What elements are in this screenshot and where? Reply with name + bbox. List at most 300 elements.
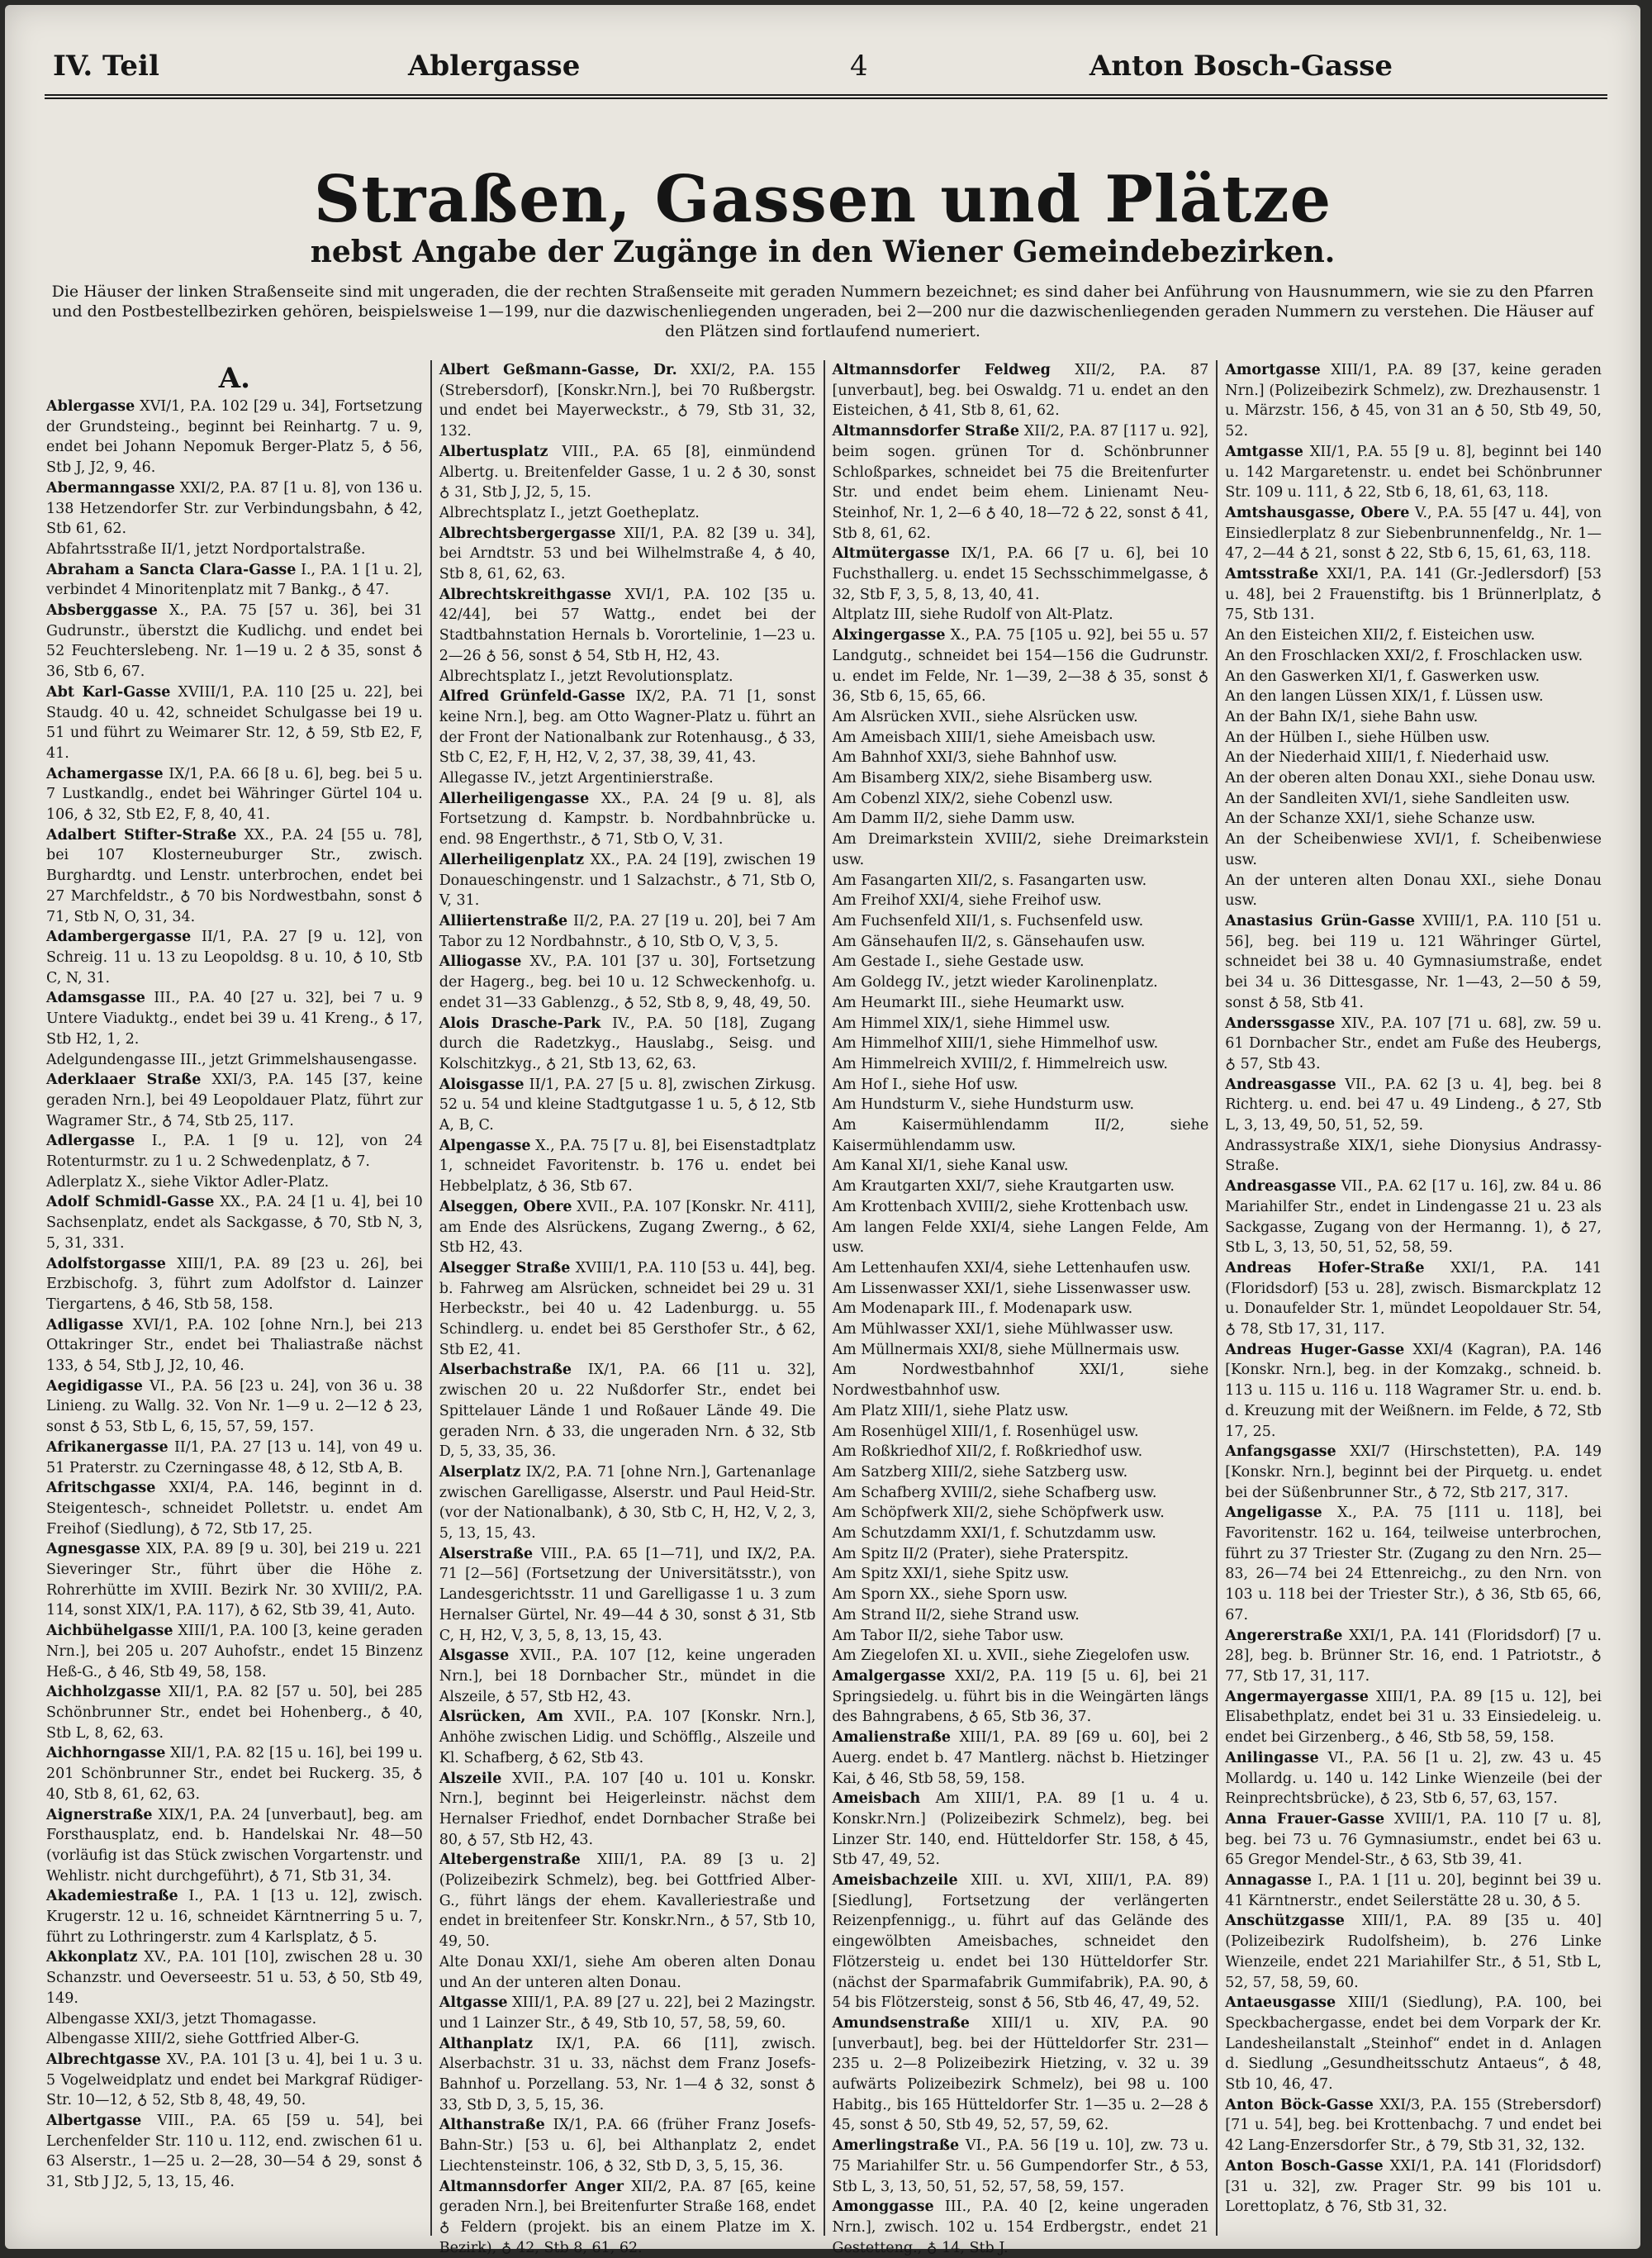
street-description: XIII/1, P.A. 100 [3, keine geraden Nrn.], bei 205 u. 207 Auhofstr., endet 15 Binzenz Heß-G., ♁ 46, Stb 49, 58, 158. bbox=[46, 1623, 423, 1680]
street-entry bbox=[439, 768, 816, 789]
street-description: XII/1, P.A. 82 [15 u. 16], bei 199 u. 201 Schönbrunner Str., endet bei Ruckerg. 35, ♁ 40, Stb 8, 61, 62, 63. bbox=[46, 1745, 423, 1803]
street-name: Akademiestraße bbox=[46, 1888, 178, 1905]
street-description: Am Sporn XX., siehe Sporn usw. bbox=[832, 1586, 1068, 1604]
street-description: VI., P.A. 56 [1 u. 2], zw. 43 u. 45 Mollardg. u. 140 u. 142 Linke Wienzeile (bei der Reinprechtsbrücke), ♁ 23, Stb 6, 57, 63, 157. bbox=[1225, 1749, 1602, 1808]
street-entry bbox=[1225, 2156, 1602, 2218]
street-description: Am Freihof XXI/4, siehe Freihof usw. bbox=[832, 892, 1102, 910]
street-entry bbox=[1225, 1014, 1602, 1075]
street-description: An der Sandleiten XVI/1, siehe Sandleiten usw. bbox=[1225, 790, 1570, 807]
street-description: Am Krautgarten XXI/7, siehe Krautgarten usw. bbox=[832, 1178, 1175, 1196]
street-name: Anton Bosch-Gasse bbox=[1225, 2157, 1384, 2175]
street-description: An der unteren alten Donau XXI., siehe Donau usw. bbox=[1225, 872, 1602, 910]
street-name: Andreas Hofer-Straße bbox=[1225, 1259, 1425, 1276]
street-entry bbox=[439, 1258, 816, 1361]
street-name: Amortgasse bbox=[1225, 362, 1321, 378]
street-entry bbox=[833, 1585, 1209, 1605]
street-entry bbox=[833, 809, 1209, 830]
street-entry bbox=[1225, 1993, 1602, 2095]
street-entry bbox=[46, 682, 423, 764]
street-description: An den langen Lüssen XIX/1, f. Lüssen usw. bbox=[1225, 688, 1544, 706]
street-description: Am Spitz XXI/1, siehe Spitz usw. bbox=[832, 1566, 1070, 1583]
street-description: XXI/7 (Hirschstetten), P.A. 149 [Konskr. Nrn.], beginnt bei der Pirquetg. u. endet bei der Süßenbrunner Str., ♁ 72, Stb 217, 317. bbox=[1225, 1443, 1602, 1501]
street-name: Althanplatz bbox=[439, 2035, 534, 2052]
street-entry bbox=[439, 1993, 816, 2033]
street-entry bbox=[46, 988, 423, 1049]
street-description: VI., P.A. 56 [23 u. 24], von 36 u. 38 Linieng. zu Wallg. 32. Von Nr. 1—9 u. 2—12 ♁ 23, sonst ♁ 53, Stb L, 6, 15, 57, 59, 157. bbox=[46, 1377, 423, 1436]
street-description: Alte Donau XXI/1, siehe Am oberen alten Donau und An der unteren alten Donau. bbox=[439, 1953, 816, 1991]
street-entry bbox=[1225, 1258, 1602, 1340]
street-entry bbox=[833, 1728, 1209, 1789]
street-description: XIII/1 (Siedlung), P.A. 100, bei Speckbachergasse, endet bei dem Vorpark der Kr. Landesheilanstalt „Steinhof“ endet in d. Anlagen d. Siedlung „Gesundheitsschutz Antaeus“, ♁ 48, Stb 10, 46, 47. bbox=[1225, 1994, 1602, 2094]
street-entry bbox=[1225, 830, 1602, 870]
street-entry bbox=[439, 687, 816, 768]
street-name: Alserstraße bbox=[439, 1545, 534, 1562]
street-name: Anton Böck-Gasse bbox=[1225, 2096, 1374, 2113]
street-description: Am Roßkriedhof XII/2, f. Roßkriedhof usw. bbox=[832, 1443, 1143, 1461]
street-description: X., P.A. 75 [105 u. 92], bei 55 u. 57 Landgutg., schneidet bei 154—156 die Gudrunstr. u. endet im Felde, Nr. 1—39, 2—38 ♁ 35, sonst ♁ 36, Stb 6, 15, 65, 66. bbox=[832, 627, 1209, 706]
street-entry bbox=[833, 1871, 1209, 2013]
street-name: Amtshausgasse, Obere bbox=[1225, 504, 1410, 521]
column-1 bbox=[46, 360, 430, 2236]
street-entry bbox=[1225, 687, 1602, 707]
street-entry bbox=[439, 585, 816, 667]
street-entry bbox=[1225, 911, 1602, 1014]
street-description: XVIII/1, P.A. 110 [53 u. 44], beg. b. Fahrweg am Alsrücken, schneidet bei 29 u. 31 Herbeckstr., bei 40 u. 42 Ladenburgg. u. 55 Schindlerg. u. endet bei 85 Gersthofer Str., ♁ 62, Stb E2, 41. bbox=[439, 1259, 816, 1358]
street-name: Agnesgasse bbox=[46, 1541, 140, 1558]
street-entry bbox=[833, 1442, 1209, 1462]
street-description: XII/2, P.A. 87 [65, keine geraden Nrn.], bei Breitenfurter Straße 168, endet ♁ Feldern (projekt. bis an einem Platze im X. Bezirk), ♁ 42, Stb 8, 61, 62. bbox=[439, 2178, 816, 2256]
street-description: IV., P.A. 50 [18], Zugang durch die Radetzkyg., Hauslabg., Seisg. und Kolschitzkyg., ♁ 21, Stb 13, 62, 63. bbox=[439, 1015, 816, 1072]
street-description: Am Goldegg IV., jetzt wieder Karolinenplatz. bbox=[832, 974, 1158, 991]
street-entry bbox=[439, 1197, 816, 1258]
street-description: Am Kanal XI/1, siehe Kanal usw. bbox=[832, 1158, 1069, 1175]
street-description: Am Hundsturm V., siehe Hundsturm usw. bbox=[832, 1096, 1135, 1114]
street-entry bbox=[833, 1319, 1209, 1340]
street-description: XVII., P.A. 107 [12, keine ungeraden Nrn.], bei 18 Dornbacher Str., mündet in die Alszeile, ♁ 57, Stb H2, 43. bbox=[439, 1647, 816, 1705]
street-entry bbox=[1225, 503, 1602, 564]
street-entry bbox=[439, 2034, 816, 2116]
street-entry bbox=[833, 932, 1209, 953]
street-description: Andrassystraße XIX/1, siehe Dionysius Andrassy-Straße. bbox=[1225, 1137, 1602, 1175]
street-name: Altmannsdorfer Straße bbox=[832, 423, 1019, 440]
street-name: Albertgasse bbox=[46, 2113, 142, 2130]
street-description: X., P.A. 75 [111 u. 118], bei Favoritenstr. 162 u. 164, teilweise unterbrochen, führt zu 37 Triester Str. (Zugang zu den Nrn. 25—83, 26—74 bei 24 Ettenreichg., zu den Nrn. von 103 u. 118 bei der Triester Str.), ♁ 36, Stb 65, 66, 67. bbox=[1225, 1505, 1602, 1623]
street-description: Albrechtsplatz I., jetzt Revolutionsplatz. bbox=[439, 668, 733, 685]
street-entry bbox=[833, 1666, 1209, 1728]
street-name: Altmütergasse bbox=[832, 545, 950, 563]
street-entry bbox=[439, 1707, 816, 1768]
street-entry bbox=[46, 2111, 423, 2193]
street-entry bbox=[833, 360, 1209, 421]
street-description: IX/1, P.A. 66 [11 u. 32], zwischen 20 u. 22 Nußdorfer Str., endet bei Spittelauer Lände 1 und Roßauer Lände 49. Die geraden Nrn. ♁ 33, die ungeraden Nrn. ♁ 32, Stb D, 5, 33, 35, 36. bbox=[439, 1362, 816, 1461]
street-description: XIII/1, P.A. 89 [15 u. 12], bei Elisabethplatz, endet bei 31 u. 33 Einsiedeleig. u. endet bei Girzenberg., ♁ 46, Stb 58, 59, 158. bbox=[1225, 1688, 1602, 1747]
street-name: Angererstraße bbox=[1225, 1627, 1343, 1644]
street-description: XXI/1, P.A. 141 (Gr.-Jedlersdorf) [53 u. 48], bei 2 Frauenstiftg. bis 1 Brünnerlplatz, ♁ 75, Stb 131. bbox=[1225, 566, 1602, 624]
street-description: Am Tabor II/2, siehe Tabor usw. bbox=[832, 1627, 1064, 1644]
street-entry bbox=[833, 1483, 1209, 1504]
street-name: Alsgasse bbox=[439, 1647, 510, 1665]
page-subtitle: nebst Angabe der Zugänge in den Wiener Gemeindebezirken. bbox=[310, 235, 1336, 269]
street-entry bbox=[833, 952, 1209, 972]
street-description: An der Schanze XXI/1, siehe Schanze usw. bbox=[1225, 811, 1536, 828]
street-description: XIII/1 u. XIV, P.A. 90 [unverbaut], beg. bei der Hütteldorfer Str. 231—235 u. 2—8 Polizeibezirk Hietzing, v. 32 u. 39 aufwärts Polizeibezirk Schmelz), bei 98 u. 100 Habitg., bis 165 Hütteldorfer Str. 1—35 u. 2—28 ♁ 45, sonst ♁ 50, Stb 49, 52, 57, 59, 62. bbox=[832, 2014, 1209, 2134]
street-description: IX/1, P.A. 66 (früher Franz Josefs-Bahn-Str.) [53 u. 6], bei Althanplatz 2, endet Liechtensteinstr. 106, ♁ 32, Stb D, 3, 5, 15, 36. bbox=[439, 2117, 816, 2175]
street-description: XIII/1, P.A. 89 [69 u. 60], bei 2 Auerg. endet b. 47 Mantlerg. nächst b. Hietzinger Kai, ♁ 46, Stb 58, 59, 158. bbox=[832, 1729, 1209, 1787]
street-description: Am Nordwestbahnhof XXI/1, siehe Nordwestbahnhof usw. bbox=[832, 1362, 1209, 1400]
street-entry bbox=[46, 1376, 423, 1438]
street-entry bbox=[1225, 1136, 1602, 1177]
street-entry bbox=[1225, 442, 1602, 503]
page-title: Straßen, Gassen und Plätze bbox=[313, 162, 1332, 237]
street-name: Adalbert Stifter-Straße bbox=[46, 826, 237, 844]
street-description: Am XIII/1, P.A. 89 [1 u. 4 u. Konskr.Nrn.] (Polizeibezirk Schmelz), beg. bei Linzer Str. 140, end. Hütteldorfer Str. 158, ♁ 45, Stb 47, 49, 52. bbox=[832, 1790, 1209, 1869]
street-name: Allerheiligenplatz bbox=[439, 851, 585, 868]
street-entry bbox=[439, 667, 816, 687]
street-entry bbox=[46, 1315, 423, 1376]
street-description: Allegasse IV., jetzt Argentinierstraße. bbox=[439, 770, 714, 787]
street-description: XIII/1, P.A. 89 [35 u. 40] (Polizeibezirk Rudolfsheim), b. 276 Linke Wienzeile, endet 221 Mariahilfer Str., ♁ 51, Stb L, 52, 57, 58, 59, 60. bbox=[1225, 1913, 1602, 1991]
street-name: Althanstraße bbox=[439, 2117, 545, 2134]
street-description: Am Modenapark III., f. Modenapark usw. bbox=[832, 1300, 1133, 1318]
street-entry bbox=[439, 1952, 816, 1993]
street-name: Anilingasse bbox=[1225, 1749, 1319, 1766]
street-description: X., P.A. 75 [7 u. 8], bei Eisenstadtplatz 1, schneidet Favoritenstr. b. 176 u. endet bei Hebbelplatz, ♁ 36, Stb 67. bbox=[439, 1137, 816, 1196]
street-description: An der Scheibenwiese XVI/1, f. Scheibenwiese usw. bbox=[1225, 831, 1602, 868]
street-name: Alpengasse bbox=[439, 1137, 531, 1154]
street-name: Alszeile bbox=[439, 1770, 502, 1787]
street-entry bbox=[1225, 1871, 1602, 1911]
street-description: XII/1, P.A. 82 [57 u. 50], bei 285 Schönbrunner Str., endet bei Hohenberg., ♁ 40, Stb L, 8, 62, 63. bbox=[46, 1684, 423, 1742]
street-entry bbox=[833, 1524, 1209, 1544]
street-name: Adolfstorgasse bbox=[46, 1255, 166, 1272]
street-name: Alliogasse bbox=[439, 953, 522, 971]
street-entry bbox=[46, 1254, 423, 1315]
street-name: Achamergasse bbox=[46, 765, 164, 782]
street-entry bbox=[833, 789, 1209, 810]
street-description: Am Himmel XIX/1, siehe Himmel usw. bbox=[832, 1015, 1111, 1032]
street-entry bbox=[833, 1034, 1209, 1054]
street-description: Am Rosenhügel XIII/1, f. Rosenhügel usw. bbox=[832, 1423, 1139, 1440]
running-head bbox=[45, 45, 1607, 99]
street-name: Alsegger Straße bbox=[439, 1259, 571, 1276]
street-entry bbox=[439, 1544, 816, 1647]
street-name: Abt Karl-Gasse bbox=[46, 683, 171, 701]
street-entry bbox=[1225, 360, 1602, 442]
street-description: XV., P.A. 101 [3 u. 4], bei 1 u. 3 u. 5 Vogelweidplatz und endet bei Markgraf Rüdiger-Str. 10—12, ♁ 52, Stb 8, 48, 49, 50. bbox=[46, 2051, 423, 2109]
street-description: Am Fasangarten XII/2, s. Fasangarten usw. bbox=[832, 872, 1147, 889]
street-entry bbox=[46, 764, 423, 825]
street-entry bbox=[1225, 1748, 1602, 1809]
street-entry bbox=[1225, 2095, 1602, 2156]
street-entry bbox=[46, 560, 423, 601]
street-description: Albengasse XXI/3, jetzt Thomagasse. bbox=[46, 2010, 317, 2027]
street-entry bbox=[833, 871, 1209, 891]
street-name: Angermayergasse bbox=[1225, 1688, 1369, 1705]
street-description: An der oberen alten Donau XXI., siehe Donau usw. bbox=[1225, 770, 1596, 787]
street-entry bbox=[833, 1626, 1209, 1647]
street-description: Am Cobenzl XIX/2, siehe Cobenzl usw. bbox=[832, 790, 1113, 807]
street-description: IX/1, P.A. 66 [11], zwisch. Alserbachstr. 31 u. 33, nächst dem Franz Josefs-Bahnhof u. Porzellang. 53, Nr. 1—4 ♁ 32, sonst ♁ 33, Stb D, 3, 5, 15, 36. bbox=[439, 2035, 816, 2113]
street-entry bbox=[1225, 789, 1602, 810]
street-description: VI., P.A. 56 [19 u. 10], zw. 73 u. 75 Mariahilfer Str. u. 56 Gumpendorfer Str., ♁ 53, Stb L, 3, 13, 50, 51, 52, 57, 58, 59, 157. bbox=[832, 2137, 1209, 2195]
street-description: An den Froschlacken XXI/2, f. Froschlacken usw. bbox=[1225, 647, 1583, 664]
street-name: Anschützgasse bbox=[1225, 1913, 1345, 1930]
street-description: Adlerplatz X., siehe Viktor Adler-Platz. bbox=[46, 1173, 330, 1191]
street-entry bbox=[1225, 1809, 1602, 1871]
street-entry bbox=[833, 2197, 1209, 2258]
street-description: XVI/1, P.A. 102 [35 u. 42/44], bei 57 Wattg., endet bei der Stadtbahnstation Hernals b. Vorortelinie, 1—23 u. 2—26 ♁ 56, sonst ♁ 54, Stb H, H2, 43. bbox=[439, 586, 816, 664]
street-entry bbox=[1225, 1340, 1602, 1443]
street-description: XX., P.A. 24 [55 u. 78], bei 107 Klosterneuburger Str., zwisch. Burghardtg. und Lenstr. unterbrochen, endet bei 27 Marchfeldstr., ♁ 70 bis Nordwestbahn, sonst ♁ 71, Stb N, O, 31, 34. bbox=[46, 826, 423, 925]
street-name: Ablergasse bbox=[46, 398, 135, 415]
street-description: Am Spitz II/2 (Prater), siehe Praterspitz. bbox=[832, 1545, 1129, 1562]
street-name: Absberggasse bbox=[46, 602, 158, 620]
street-description: Am Krottenbach XVIII/2, siehe Krottenbach usw. bbox=[832, 1198, 1189, 1215]
street-description: Am Satzberg XIII/2, siehe Satzberg usw. bbox=[832, 1463, 1128, 1481]
street-name: Albrechtskreithgasse bbox=[439, 586, 612, 603]
street-name: Anfangsgasse bbox=[1225, 1443, 1336, 1461]
last-street-catchword: Anton Bosch-Gasse bbox=[1089, 50, 1393, 83]
street-name: Alxingergasse bbox=[832, 627, 946, 644]
street-name: Allerheiligengasse bbox=[439, 790, 590, 807]
street-entry bbox=[833, 605, 1209, 625]
street-name: Albrechtsbergergasse bbox=[439, 525, 616, 542]
street-name: Albrechtgasse bbox=[46, 2051, 161, 2068]
street-description: An den Gaswerken XI/1, f. Gaswerken usw. bbox=[1225, 668, 1540, 685]
street-entry bbox=[1225, 748, 1602, 768]
street-name: Andreas Huger-Gasse bbox=[1225, 1341, 1405, 1358]
street-description: Am Himmelhof XIII/1, siehe Himmelhof usw. bbox=[832, 1035, 1159, 1053]
street-entry bbox=[439, 1850, 816, 1952]
street-description: I., P.A. 1 [9 u. 12], von 24 Rotenturmstr. zu 1 u. 2 Schwedenplatz, ♁ 7. bbox=[46, 1133, 423, 1171]
street-description: XIII/1, P.A. 89 [37, keine geraden Nrn.] (Polizeibezirk Schmelz), zw. Drezhausenstr. 1 u. Märzstr. 156, ♁ 45, von 31 an ♁ 50, Stb 49, 50, 52. bbox=[1225, 362, 1602, 440]
street-entry bbox=[833, 1544, 1209, 1565]
street-entry bbox=[1225, 1687, 1602, 1748]
street-entry bbox=[46, 397, 423, 478]
intro-paragraph: Die Häuser der linken Straßenseite sind mit ungeraden, die der rechten Straßenseite mit geraden Nummern bezeichnet; es sind daher bei Anführung von Hausnummern, wie sie zu den Pfarren und den Postbestellbezirken gehören, beispielsweise 1—199, nur die dazwischenliegenden ungeraden, bei 2—200 nur die dazwischenliegenden geraden Nummern zu verstehen. Die Häuser auf den Plätzen sind fortlaufend numeriert. bbox=[51, 283, 1594, 340]
street-entry bbox=[1225, 667, 1602, 687]
street-description: XIV., P.A. 107 [71 u. 68], zw. 59 u. 61 Dornbacher Str., endet am Fuße des Heubergs, ♁ 57, Stb 43. bbox=[1225, 1015, 1602, 1072]
first-street-catchword: Ablergasse bbox=[408, 50, 581, 83]
street-description: Am langen Felde XXI/4, siehe Langen Felde, Am usw. bbox=[832, 1219, 1209, 1257]
street-entry bbox=[833, 707, 1209, 728]
street-name: Aderklaaer Straße bbox=[46, 1072, 202, 1089]
street-name: Andreasgasse bbox=[1225, 1076, 1336, 1093]
street-description: Am Ziegelofen XI. u. XVII., siehe Ziegelofen usw. bbox=[832, 1647, 1190, 1665]
street-description: Am Ameisbach XIII/1, siehe Ameisbach usw. bbox=[832, 729, 1156, 746]
street-name: Altebergenstraße bbox=[439, 1852, 581, 1869]
street-entry bbox=[1225, 728, 1602, 749]
street-description: XIII. u. XVI, XIII/1, P.A. 89) [Siedlung], Fortsetzung der verlängerten Reizenpfennigg., u. führt auf das Gelände des eingewölbten Ameisbaches, schneidet den Flötzersteig u. endet bei 130 Hütteldorfer Str. (nächst der Sparmafabrik Gummifabrik), P.A. 90, ♁ 54 bis Flötzersteig, sonst ♁ 56, Stb 46, 47, 49, 52. bbox=[832, 1872, 1209, 2012]
street-entry bbox=[1225, 768, 1602, 789]
page-number: 4 bbox=[850, 50, 868, 83]
street-entry bbox=[833, 1360, 1209, 1400]
street-entry bbox=[46, 1192, 423, 1253]
street-description: XX., P.A. 24 [19], zwischen 19 Donaueschingenstr. und 1 Salzachstr., ♁ 71, Stb O, V, 31. bbox=[439, 851, 816, 910]
street-entry bbox=[833, 1014, 1209, 1034]
street-description: XX., P.A. 24 [9 u. 8], als Fortsetzung d. Kampstr. b. Nordbahnbrücke u. end. 98 Engerthstr., ♁ 71, Stb O, V, 31. bbox=[439, 790, 816, 849]
street-name: Alserbachstraße bbox=[439, 1362, 572, 1379]
street-description: II/1, P.A. 27 [13 u. 14], von 49 u. 51 Praterstr. zu Czerningasse 48, ♁ 12, Stb A, B. bbox=[46, 1438, 423, 1476]
street-name: Ameisbachzeile bbox=[832, 1872, 958, 1890]
street-description: XXI/2, P.A. 87 [1 u. 8], von 136 u. 138 Hetzendorfer Str. zur Verbindungsbahn, ♁ 42, Stb 61, 62. bbox=[46, 479, 423, 538]
street-entry bbox=[1225, 809, 1602, 830]
street-description: VII., P.A. 62 [3 u. 4], beg. bei 8 Richterg. u. end. bei 47 u. 49 Lindeng., ♁ 27, Stb L, 3, 13, 49, 50, 51, 52, 59. bbox=[1225, 1076, 1602, 1134]
street-name: Aignerstraße bbox=[46, 1806, 153, 1823]
street-description: XIII/1, P.A. 89 [3 u. 2] (Polizeibezirk Schmelz), beg. bei Gottfried Alber-G., führt längs der ehem. Kavalleriestraße und endet in breitenfeer Str. Konskr.Nrn., ♁ 57, Stb 10, 49, 50. bbox=[439, 1852, 816, 1951]
street-description: VIII., P.A. 65 [1—71], und IX/2, P.A. 71 [2—56] (Fortsetzung der Universitätsstr.), von Landesgerichtsstr. 11 und Garelligasse 1 u. 3 zum Hernalser Gürtel, Nr. 49—44 ♁ 30, sonst ♁ 31, Stb C, H, H2, V, 3, 5, 8, 13, 15, 43. bbox=[439, 1545, 816, 1644]
street-entry bbox=[833, 1156, 1209, 1177]
street-description: XII/2, P.A. 87 [117 u. 92], beim sogen. grünen Tor d. Schönbrunner Schloßparkes, schneidet bei 75 die Breitenfurter Str. und endet beim ehem. Linienamt Neu-Steinhof, Nr. 1, 2—6 ♁ 40, 18—72 ♁ 22, sonst ♁ 41, Stb 8, 61, 62. bbox=[832, 423, 1209, 542]
street-entry bbox=[46, 1947, 423, 2008]
street-name: Albert Geßmann-Gasse, Dr. bbox=[439, 362, 677, 378]
street-description: Abfahrtsstraße II/1, jetzt Nordportalstraße. bbox=[46, 540, 366, 558]
street-entry bbox=[1225, 625, 1602, 646]
street-name: Altmannsdorfer Feldweg bbox=[832, 362, 1051, 378]
street-description: XX., P.A. 24 [1 u. 4], bei 10 Sachsenplatz, endet als Sackgasse, ♁ 70, Stb N, 3, 5, 31, 331. bbox=[46, 1194, 423, 1252]
street-entry bbox=[46, 1805, 423, 1887]
street-entry bbox=[833, 1115, 1209, 1156]
street-description: IX/2, P.A. 71 [1, sonst keine Nrn.], beg. am Otto Wagner-Platz u. führt an der Front der Nationalbank zur Rotenhausg., ♁ 33, Stb C, E2, F, H, H2, V, 2, 37, 38, 39, 41, 43. bbox=[439, 688, 816, 767]
street-description: XVII., P.A. 107 [40 u. 101 u. Konskr. Nrn.], beginnt bei Heigerleinstr. nächst dem Hernalser Friedhof, endet Dornbacher Straße bei 80, ♁ 57, Stb H2, 43. bbox=[439, 1770, 816, 1848]
street-description: III., P.A. 40 [2, keine ungeraden Nrn.], zwisch. 102 u. 154 Erdbergstr., endet 21 Gestetteng., ♁ 14, Stb J. bbox=[832, 2199, 1209, 2256]
street-entry bbox=[1225, 871, 1602, 911]
street-description: Am Gänsehaufen II/2, s. Gänsehaufen usw. bbox=[832, 933, 1146, 950]
section-letter: A. bbox=[218, 362, 250, 395]
street-description: Am Hof I., siehe Hof usw. bbox=[832, 1076, 1018, 1093]
street-name: Aegidigasse bbox=[46, 1377, 143, 1395]
street-name: Altgasse bbox=[439, 1994, 508, 2012]
street-name: Alois Drasche-Park bbox=[439, 1015, 601, 1032]
street-entry bbox=[833, 768, 1209, 789]
street-description: XXI/2, P.A. 119 [5 u. 6], bei 21 Springsiedelg. u. führt bis in die Weingärten längs des Bahngrabens, ♁ 65, Stb 36, 37. bbox=[832, 1668, 1209, 1726]
street-entry bbox=[46, 1539, 423, 1621]
street-description: XXI/3, P.A. 145 [37, keine geraden Nrn.], bei 49 Leopoldauer Platz, führt zur Wagramer Str., ♁ 74, Stb 25, 117. bbox=[46, 1072, 423, 1129]
street-name: Adolf Schmidl-Gasse bbox=[46, 1194, 215, 1211]
street-name: Afritschgasse bbox=[46, 1480, 156, 1497]
street-entry bbox=[833, 544, 1209, 605]
street-name: Annagasse bbox=[1225, 1872, 1313, 1890]
street-description: Am Schafberg XVIII/2, siehe Schafberg usw. bbox=[832, 1484, 1157, 1501]
street-entry bbox=[1225, 1075, 1602, 1136]
street-description: X., P.A. 75 [57 u. 36], bei 31 Gudrunstr., überstzt die Kudlichg. und endet bei 52 Feuchterslebeng. Nr. 1—19 u. 2 ♁ 35, sonst ♁ 36, Stb 6, 67. bbox=[46, 602, 423, 681]
street-name: Anna Frauer-Gasse bbox=[1225, 1810, 1385, 1828]
street-entry bbox=[46, 1050, 423, 1071]
street-entry bbox=[439, 524, 816, 585]
street-directory-columns bbox=[46, 360, 1609, 2256]
street-name: Abermanngasse bbox=[46, 479, 175, 497]
column-2 bbox=[430, 360, 824, 2256]
street-description: Am Schutzdamm XXI/1, f. Schutzdamm usw. bbox=[832, 1525, 1156, 1543]
street-name: Alfred Grünfeld-Gasse bbox=[439, 688, 625, 706]
street-entry bbox=[833, 1218, 1209, 1258]
street-entry bbox=[46, 2029, 423, 2050]
street-description: XVII., P.A. 107 [Konskr. Nrn.], Anhöhe zwischen Lidig. und Schöfflg., Alszeile und Kl. Schafberg, ♁ 62, Stb 43. bbox=[439, 1709, 816, 1766]
street-entry bbox=[833, 1054, 1209, 1075]
street-description: XVIII/1, P.A. 110 [25 u. 22], bei Staudg. 40 u. 42, schneidet Schulgasse bei 19 u. 51 und führt zu Weimarer Str. 12, ♁ 59, Stb E2, F, 41. bbox=[46, 683, 423, 762]
street-description: XXI/1, P.A. 141 (Floridsdorf) [53 u. 28], zwisch. Bismarckplatz 12 u. Donaufelder Str. 1, mündet Leopoldauer Str. 54, ♁ 78, Stb 17, 31, 117. bbox=[1225, 1259, 1602, 1338]
street-entry bbox=[833, 972, 1209, 993]
part-label: IV. Teil bbox=[53, 50, 159, 83]
street-description: Am Alsrücken XVII., siehe Alsrücken usw. bbox=[832, 708, 1138, 725]
street-entry bbox=[46, 1438, 423, 1478]
street-entry bbox=[833, 1299, 1209, 1319]
column-3 bbox=[824, 360, 1217, 2256]
street-description: I., P.A. 1 [11 u. 20], beginnt bei 39 u. 41 Kärntnerstr., endet Seilerstätte 28 u. 30, ♁ 5. bbox=[1225, 1872, 1602, 1909]
street-description: XVII., P.A. 107 [Konskr. Nr. 411], am Ende des Alsrückens, Zugang Zwerng., ♁ 62, Stb H2, 43. bbox=[439, 1198, 816, 1257]
street-description: Am Fuchsenfeld XII/1, s. Fuchsenfeld usw. bbox=[832, 912, 1144, 929]
street-entry bbox=[46, 1886, 423, 1947]
street-entry bbox=[46, 2009, 423, 2030]
street-entry bbox=[833, 421, 1209, 544]
street-entry bbox=[46, 2050, 423, 2111]
street-description: An der Bahn IX/1, siehe Bahn usw. bbox=[1225, 708, 1479, 725]
street-entry bbox=[46, 601, 423, 682]
street-description: Albrechtsplatz I., jetzt Goetheplatz. bbox=[439, 504, 700, 521]
directory-page bbox=[5, 5, 1640, 2256]
street-description: XIII/1, P.A. 89 [27 u. 22], bei 2 Mazingstr. und 1 Lainzer Str., ♁ 49, Stb 10, 57, 58, 59, 60. bbox=[439, 1994, 816, 2032]
street-entry bbox=[439, 850, 816, 911]
street-entry bbox=[833, 1095, 1209, 1115]
street-entry bbox=[833, 728, 1209, 749]
street-name: Alsrücken, Am bbox=[439, 1709, 563, 1726]
street-entry bbox=[833, 830, 1209, 870]
street-description: Am Lissenwasser XXI/1, siehe Lissenwasser usw. bbox=[832, 1280, 1192, 1297]
street-entry bbox=[833, 1564, 1209, 1585]
street-entry bbox=[833, 1789, 1209, 1871]
street-description: Am Himmelreich XVIII/2, f. Himmelreich usw. bbox=[832, 1055, 1168, 1072]
street-entry bbox=[439, 1646, 816, 1707]
street-description: Am Lettenhaufen XXI/4, siehe Lettenhaufen usw. bbox=[832, 1259, 1191, 1276]
street-entry bbox=[833, 891, 1209, 911]
street-name: Amonggasse bbox=[832, 2199, 934, 2216]
street-description: Albengasse XIII/2, siehe Gottfried Alber-G. bbox=[46, 2031, 360, 2048]
street-entry bbox=[1225, 1911, 1602, 1993]
street-description: Am Bahnhof XXI/3, siehe Bahnhof usw. bbox=[832, 749, 1118, 767]
street-entry bbox=[1225, 1503, 1602, 1625]
street-entry bbox=[439, 911, 816, 952]
street-name: Alliiertenstraße bbox=[439, 912, 568, 929]
street-description: VII., P.A. 62 [17 u. 16], zw. 84 u. 86 Mariahilfer Str., endet in Lindengasse 21 u. 23 als Sackgasse, Zugang von der Hermanng. 1), ♁ 27, Stb L, 3, 13, 50, 51, 52, 58, 59. bbox=[1225, 1178, 1602, 1257]
street-name: Amundsenstraße bbox=[832, 2014, 970, 2032]
street-entry bbox=[439, 360, 816, 442]
street-description: III., P.A. 40 [27 u. 32], bei 7 u. 9 Untere Viaduktg., endet bei 39 u. 41 Kreng., ♁ 17, Stb H2, 1, 2. bbox=[46, 990, 423, 1048]
street-description: Am Müllnermais XXI/8, siehe Müllnermais usw. bbox=[832, 1341, 1180, 1358]
street-entry bbox=[833, 911, 1209, 932]
street-entry bbox=[46, 1682, 423, 1743]
street-entry bbox=[46, 927, 423, 988]
street-description: Am Schöpfwerk XII/2, siehe Schöpfwerk usw. bbox=[832, 1505, 1165, 1522]
street-entry bbox=[439, 789, 816, 850]
street-description: An der Hülben I., siehe Hülben usw. bbox=[1225, 729, 1490, 746]
street-description: Altplatz III, siehe Rudolf von Alt-Platz. bbox=[832, 606, 1113, 624]
street-entry bbox=[833, 1075, 1209, 1096]
street-description: XXI/3, P.A. 155 (Strebersdorf) [71 u. 54], beg. bei Krottenbachg. 7 und endet bei 42 Lang-Enzersdorfer Str., ♁ 79, Stb 31, 32, 132. bbox=[1225, 2096, 1602, 2155]
street-description: Am Heumarkt III., siehe Heumarkt usw. bbox=[832, 994, 1125, 1011]
street-name: Abraham a Sancta Clara-Gasse bbox=[46, 561, 297, 578]
street-entry bbox=[1225, 1626, 1602, 1687]
street-entry bbox=[46, 1070, 423, 1131]
street-name: Amalienstraße bbox=[832, 1729, 952, 1747]
street-description: Am Gestade I., siehe Gestade usw. bbox=[832, 953, 1085, 971]
street-name: Anderssgasse bbox=[1225, 1015, 1336, 1032]
street-entry bbox=[46, 1621, 423, 1682]
street-entry bbox=[439, 1360, 816, 1462]
street-name: Aloisgasse bbox=[439, 1076, 525, 1093]
street-entry bbox=[1225, 707, 1602, 728]
street-name: Akkonplatz bbox=[46, 1949, 138, 1966]
street-name: Amalgergasse bbox=[832, 1668, 946, 1685]
